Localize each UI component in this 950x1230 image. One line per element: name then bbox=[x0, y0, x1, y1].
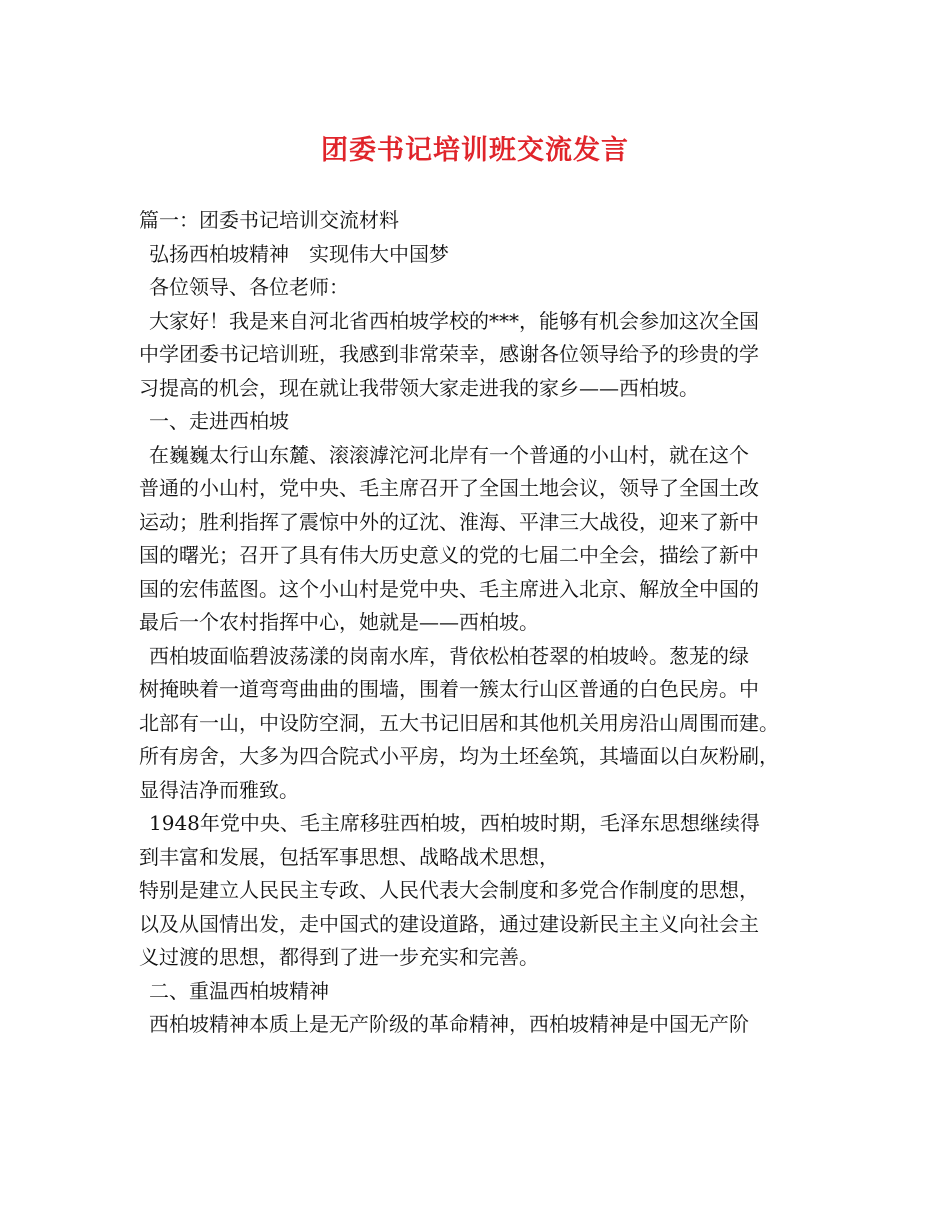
section-heading: 篇一：团委书记培训交流材料 bbox=[139, 208, 399, 232]
paragraph-line: 运动；胜利指挥了震惊中外的辽沈、淮海、平津三大战役，迎来了新中 bbox=[139, 509, 759, 534]
paragraph-line: 国的曙光；召开了具有伟大历史意义的党的七届二中全会，描绘了新中 bbox=[139, 543, 759, 567]
paragraph-line: 1948年党中央、毛主席移驻西柏坡，西柏坡时期，毛泽东思想继续得 bbox=[149, 811, 760, 835]
paragraph-line: 西柏坡面临碧波荡漾的岗南水库，背依松柏苍翠的柏坡岭。葱茏的绿 bbox=[149, 643, 749, 668]
paragraph-line: 义过渡的思想，都得到了进一步充实和完善。 bbox=[139, 945, 539, 969]
paragraph-line: 所有房舍，大多为四合院式小平房，均为土坯垒筑，其墙面以白灰粉刷， bbox=[139, 744, 779, 768]
document-title: 团委书记培训班交流发言 bbox=[321, 135, 629, 166]
paragraph-line: 显得洁净而雅致。 bbox=[139, 777, 299, 802]
paragraph-line: 普通的小山村，党中央、毛主席召开了全国土地会议，领导了全国土改 bbox=[139, 476, 759, 500]
paragraph-line: 树掩映着一道弯弯曲曲的围墙，围着一簇太行山区普通的白色民房。中 bbox=[139, 677, 759, 701]
section-heading: 一、走进西柏坡 bbox=[149, 409, 289, 433]
paragraph-line: 北部有一山，中设防空洞，五大书记旧居和其他机关用房沿山周围而建。 bbox=[139, 710, 779, 735]
paragraph-line: 特别是建立人民民主专政、人民代表大会制度和多党合作制度的思想， bbox=[139, 878, 759, 902]
paragraph-line: 在巍巍太行山东麓、滚滚滹沱河北岸有一个普通的小山村，就在这个 bbox=[149, 442, 749, 467]
paragraph-line: 中学团委书记培训班，我感到非常荣幸，感谢各位领导给予的珍贵的学 bbox=[139, 342, 759, 366]
paragraph-line: 最后一个农村指挥中心，她就是——西柏坡。 bbox=[139, 610, 539, 634]
speech-subtitle: 弘扬西柏坡精神 实现伟大中国梦 bbox=[149, 241, 449, 266]
section-heading: 二、重温西柏坡精神 bbox=[149, 978, 329, 1003]
paragraph-line: 西柏坡精神本质上是无产阶级的革命精神，西柏坡精神是中国无产阶 bbox=[149, 1012, 749, 1036]
paragraph-line: 大家好！我是来自河北省西柏坡学校的***，能够有机会参加这次全国 bbox=[149, 308, 759, 333]
document-body bbox=[139, 204, 819, 1042]
paragraph-line: 习提高的机会，现在就让我带领大家走进我的家乡——西柏坡。 bbox=[139, 375, 699, 400]
paragraph-line: 国的宏伟蓝图。这个小山村是党中央、毛主席进入北京、解放全中国的 bbox=[139, 576, 759, 601]
paragraph-line: 到丰富和发展，包括军事思想、战略战术思想， bbox=[139, 844, 559, 869]
paragraph-line: 以及从国情出发，走中国式的建设道路，通过建设新民主主义向社会主 bbox=[139, 911, 759, 936]
salutation: 各位领导、各位老师： bbox=[149, 275, 349, 299]
